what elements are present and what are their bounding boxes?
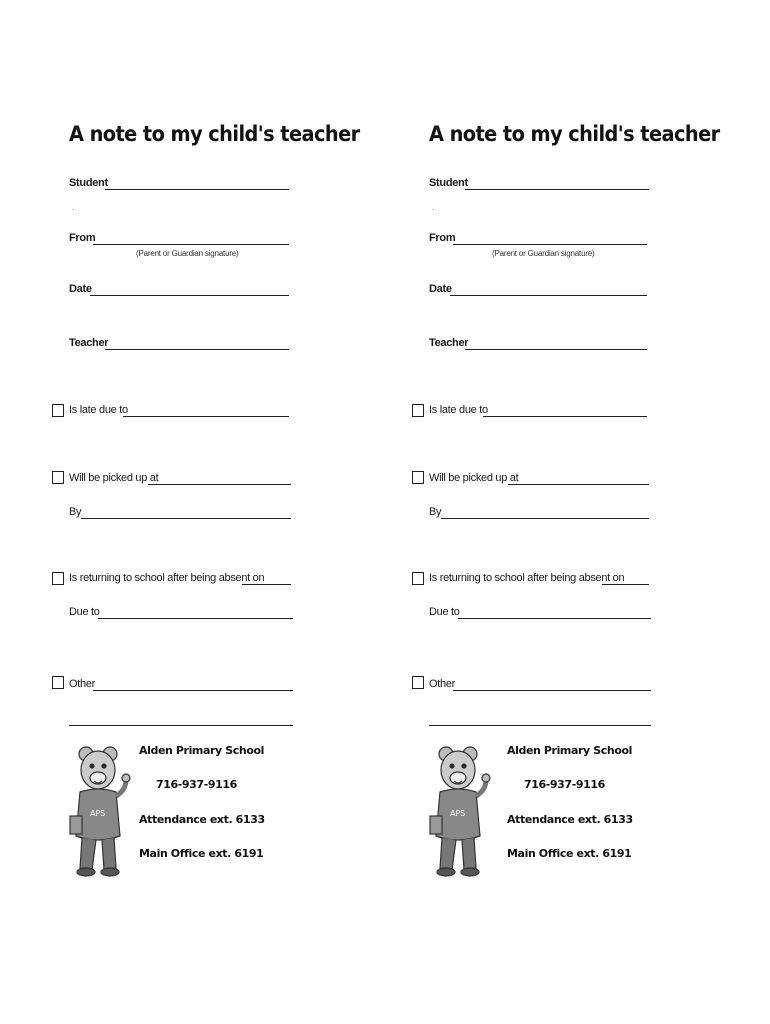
main-office-extension: Main Office ext. 6191 — [139, 847, 264, 860]
svg-text:APS: APS — [90, 809, 106, 818]
returning-checkbox-icon[interactable] — [52, 572, 64, 585]
svg-text:APS: APS — [450, 809, 466, 818]
other-checkbox-icon[interactable] — [412, 676, 424, 689]
pickup-checkbox-icon[interactable] — [52, 471, 64, 484]
date-label: Date — [429, 283, 452, 295]
student-line[interactable] — [465, 189, 649, 190]
pickup-label: Will be picked up at — [429, 472, 519, 484]
from-signature-line[interactable] — [453, 244, 647, 245]
late-checkbox-icon[interactable] — [412, 404, 424, 417]
school-name: Alden Primary School — [139, 744, 265, 757]
absent-date-line[interactable] — [242, 584, 291, 585]
school-name: Alden Primary School — [507, 744, 633, 757]
date-line[interactable] — [450, 295, 647, 296]
from-label: From — [429, 232, 456, 244]
date-line[interactable] — [90, 295, 289, 296]
teacher-line[interactable] — [465, 349, 647, 350]
due-to-line[interactable] — [98, 618, 293, 619]
other-label: Other — [69, 678, 96, 690]
late-reason-line[interactable] — [483, 416, 647, 417]
attendance-extension: Attendance ext. 6133 — [139, 813, 265, 826]
main-office-extension: Main Office ext. 6191 — [507, 847, 632, 860]
pickup-checkbox-icon[interactable] — [412, 471, 424, 484]
other-label: Other — [429, 678, 456, 690]
due-to-label: Due to — [429, 606, 460, 618]
teacher-label: Teacher — [69, 337, 109, 349]
other-extra-line[interactable] — [69, 725, 293, 726]
student-line[interactable] — [105, 189, 289, 190]
pickup-time-line[interactable] — [508, 484, 649, 485]
signature-hint: (Parent or Guardian signature) — [492, 249, 595, 258]
due-to-line[interactable] — [458, 618, 651, 619]
school-phone: 716-937-9116 — [524, 778, 605, 791]
due-to-label: Due to — [69, 606, 100, 618]
bear-mascot-icon — [66, 740, 132, 880]
student-label: Student — [69, 177, 108, 189]
student-label: Student — [429, 177, 468, 189]
late-reason-line[interactable] — [123, 416, 289, 417]
note-card-right — [412, 0, 720, 1024]
other-line[interactable] — [93, 690, 293, 691]
from-signature-line[interactable] — [93, 244, 289, 245]
bear-mascot-icon — [426, 740, 492, 880]
late-label: Is late due to — [429, 404, 488, 416]
pickup-by-line[interactable] — [81, 518, 291, 519]
absent-date-line[interactable] — [602, 584, 649, 585]
note-card-left — [52, 0, 360, 1024]
pickup-time-line[interactable] — [148, 484, 291, 485]
mark-dot: · — [432, 205, 435, 214]
teacher-line[interactable] — [105, 349, 289, 350]
other-checkbox-icon[interactable] — [52, 676, 64, 689]
returning-label: Is returning to school after being absent on — [69, 572, 265, 584]
returning-checkbox-icon[interactable] — [412, 572, 424, 585]
school-phone: 716-937-9116 — [156, 778, 237, 791]
mark-dot: · — [72, 205, 75, 214]
teacher-label: Teacher — [429, 337, 469, 349]
late-label: Is late due to — [69, 404, 128, 416]
returning-label: Is returning to school after being absent on — [429, 572, 625, 584]
from-label: From — [69, 232, 96, 244]
pickup-label: Will be picked up at — [69, 472, 159, 484]
note-title: A note to my child's teacher — [69, 122, 360, 146]
by-label: By — [429, 506, 442, 518]
date-label: Date — [69, 283, 92, 295]
other-line[interactable] — [453, 690, 651, 691]
by-label: By — [69, 506, 82, 518]
signature-hint: (Parent or Guardian signature) — [136, 249, 239, 258]
pickup-by-line[interactable] — [441, 518, 649, 519]
attendance-extension: Attendance ext. 6133 — [507, 813, 633, 826]
other-extra-line[interactable] — [429, 725, 651, 726]
late-checkbox-icon[interactable] — [52, 404, 64, 417]
note-title: A note to my child's teacher — [429, 122, 720, 146]
